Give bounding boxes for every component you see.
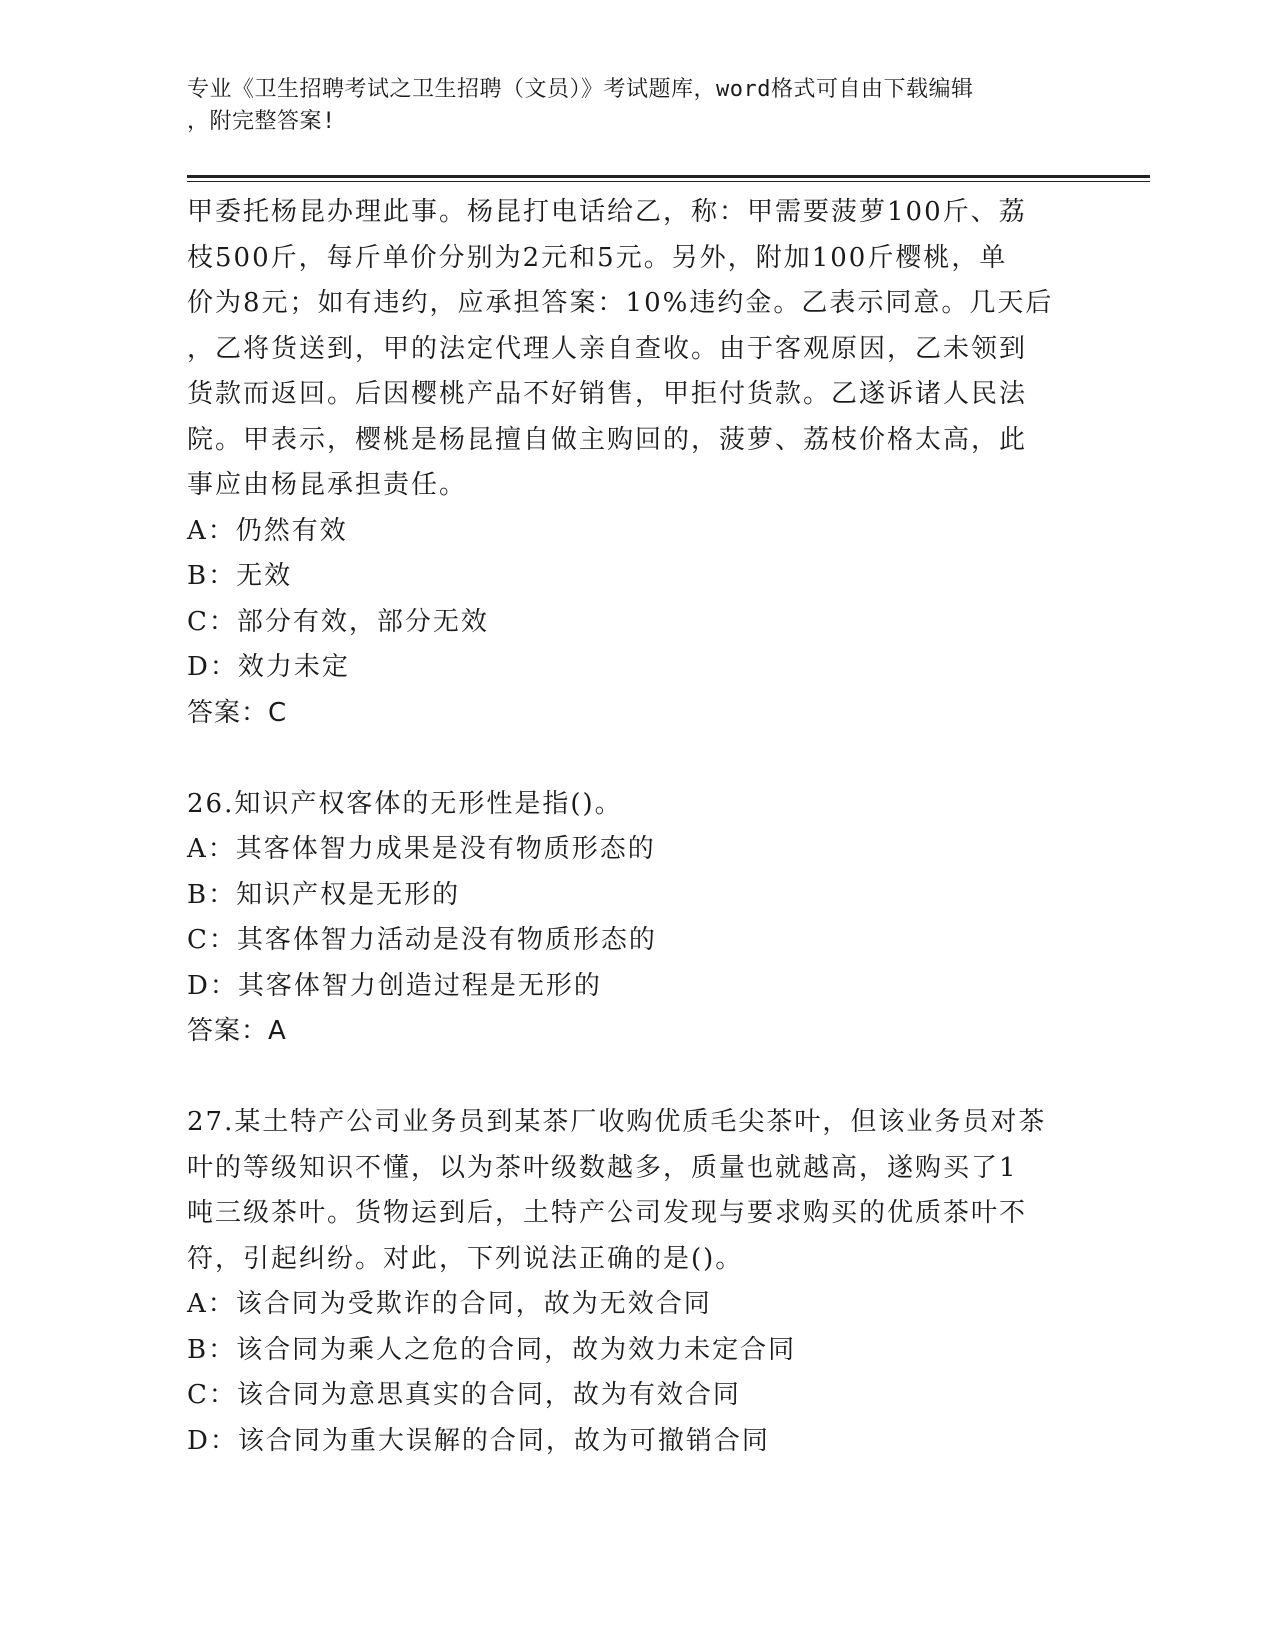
option-b: B：知识产权是无形的 — [187, 879, 461, 910]
question-stem-line: 26.知识产权客体的无形性是指()。 — [187, 788, 623, 819]
question-stem-line: ，乙将货送到，甲的法定代理人亲自查收。由于客观原因，乙未领到 — [187, 333, 1028, 364]
question-26 — [187, 782, 1067, 1055]
answer-line: 答案：A — [187, 1016, 287, 1046]
spacer — [187, 736, 1067, 782]
option-a: A：其客体智力成果是没有物质形态的 — [187, 834, 656, 864]
option-c: C：该合同为意思真实的合同，故为有效合同 — [187, 1380, 741, 1410]
document-body — [187, 190, 1067, 1464]
question-stem-line: 枝500斤，每斤单价分别为2元和5元。另外，附加100斤樱桃，单 — [187, 242, 1008, 273]
option-d: D：该合同为重大误解的合同，故为可撤销合同 — [187, 1425, 770, 1456]
question-stem-line: 符，引起纠纷。对此，下列说法正确的是()。 — [187, 1243, 744, 1274]
document-header — [187, 74, 1067, 138]
header-title-line2: ，附完整答案! — [187, 109, 336, 134]
option-c: C：部分有效，部分无效 — [187, 606, 489, 637]
option-d: D：其客体智力创造过程是无形的 — [187, 970, 602, 1001]
header-divider-thick — [187, 175, 1150, 178]
question-stem-line: 院。甲表示，樱桃是杨昆擅自做主购回的，菠萝、荔枝价格太高，此 — [187, 424, 1028, 455]
question-stem-line: 叶的等级知识不懂，以为茶叶级数越多，质量也就越高，遂购买了1 — [187, 1152, 1018, 1183]
question-stem-line: 吨三级茶叶。货物运到后，土特产公司发现与要求购买的优质茶叶不 — [187, 1198, 1028, 1228]
question-27 — [187, 1100, 1067, 1464]
option-b: B：该合同为乘人之危的合同，故为效力未定合同 — [187, 1334, 797, 1365]
question-stem-line: 事应由杨昆承担责任。 — [187, 470, 468, 500]
option-b: B：无效 — [187, 561, 293, 591]
question-stem-line: 甲委托杨昆办理此事。杨昆打电话给乙，称：甲需要菠萝100斤、荔 — [187, 197, 1027, 227]
header-title-line1: 专业《卫生招聘考试之卫生招聘（文员）》考试题库，word格式可自由下载编辑 — [187, 77, 974, 102]
option-c: C：其客体智力活动是没有物质形态的 — [187, 925, 657, 955]
question-stem-line: 货款而返回。后因樱桃产品不好销售，甲拒付货款。乙遂诉诸人民法 — [187, 379, 1028, 409]
question-25 — [187, 190, 1067, 736]
option-d: D：效力未定 — [187, 652, 350, 682]
option-a: A：该合同为受欺诈的合同，故为无效合同 — [187, 1289, 712, 1319]
question-stem-line: 价为8元；如有违约，应承担答案：10%违约金。乙表示同意。几天后 — [187, 288, 1054, 318]
question-stem-line: 27.某土特产公司业务员到某茶厂收购优质毛尖茶叶，但该业务员对茶 — [187, 1107, 1047, 1137]
header-divider-thin — [187, 181, 1150, 182]
option-a: A：仍然有效 — [187, 515, 348, 546]
answer-line: 答案：C — [187, 697, 288, 728]
spacer — [187, 1055, 1067, 1101]
